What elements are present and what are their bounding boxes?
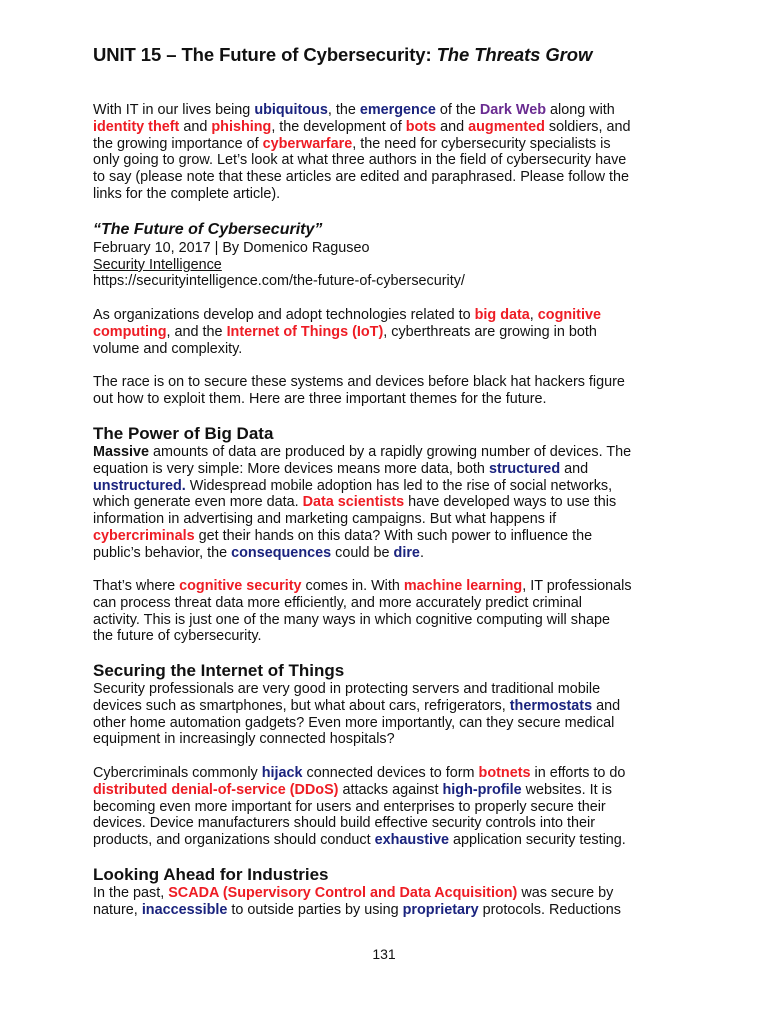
text-segment: and	[560, 460, 589, 477]
highlighted-term: Internet of Things (IoT)	[226, 323, 384, 340]
text-segment: public’s behavior, the	[93, 544, 232, 561]
highlighted-term: botnets	[478, 765, 531, 781]
text-segment: in efforts to do	[530, 765, 626, 781]
highlighted-term: inaccessible	[141, 901, 228, 918]
highlighted-term: SCADA (Supervisory Control and Data Acquisition)	[168, 885, 518, 901]
text-line	[93, 444, 683, 461]
text-segment: products, and organizations should conduct	[93, 832, 375, 848]
article-source-link[interactable]: Security Intelligence	[93, 257, 222, 273]
text-line	[93, 545, 683, 562]
text-line	[93, 102, 683, 119]
highlighted-term: emergence	[359, 102, 436, 118]
text-segment: , and the	[166, 323, 227, 340]
highlighted-term: exhaustive	[374, 832, 450, 848]
text-line	[93, 902, 683, 919]
text-segment: to say (please note that these articles are edited and paraphrased. Please follow the	[93, 169, 629, 185]
text-segment: soldiers, and	[544, 118, 631, 135]
text-segment: have developed ways to use this	[404, 494, 617, 511]
paragraph-iot-devices	[93, 681, 683, 748]
highlighted-term: cybercriminals	[93, 527, 195, 544]
highlighted-term: Dark Web	[479, 102, 546, 118]
text-segment: volume and complexity.	[93, 340, 243, 357]
text-segment: activity. This is just one of the many ways in which cognitive computing will shape	[93, 611, 610, 628]
highlighted-term: dire	[393, 544, 420, 561]
highlighted-term: hijack	[261, 765, 303, 781]
text-segment: becoming even more important for users and enterprises to properly secure their	[93, 798, 606, 815]
text-segment: comes in. With	[301, 578, 404, 594]
text-line	[93, 885, 683, 902]
title-italic: The Threats Grow	[436, 44, 593, 65]
text-segment: only going to grow. Let’s look at what three authors in the field of cybersecurity have	[93, 152, 627, 169]
text-line	[93, 494, 683, 511]
highlighted-term: Massive	[93, 444, 150, 460]
text-segment: of the	[435, 102, 480, 118]
text-line	[93, 832, 683, 849]
text-line	[93, 782, 683, 799]
highlighted-term: cyberwarfare	[262, 135, 353, 152]
heading-iot: Securing the Internet of Things	[93, 661, 345, 680]
text-segment: .	[419, 544, 424, 561]
text-segment: That’s where	[93, 578, 180, 594]
text-segment: The race is on to secure these systems and devices before black hat hackers figure	[93, 374, 625, 390]
text-segment: other home automation gadgets? Even more importantly, can they secure medical	[93, 714, 615, 731]
highlighted-term: identity theft	[93, 118, 180, 135]
text-segment: equipment in increasingly connected hospitals?	[93, 731, 395, 748]
text-segment: and	[592, 697, 621, 714]
text-segment: Security professionals are very good in protecting servers and traditional mobile	[93, 681, 601, 697]
text-line	[93, 528, 683, 545]
text-segment: Cybercriminals commonly	[93, 765, 262, 781]
text-line	[93, 595, 683, 612]
article-byline: February 10, 2017 | By Domenico Raguseo	[93, 240, 370, 256]
text-segment: out how to exploit them. Here are three important themes for the future.	[93, 390, 547, 407]
text-line	[93, 578, 683, 595]
paragraph-botnets	[93, 765, 683, 849]
intro-paragraph	[93, 102, 683, 203]
text-segment: , cyberthreats are growing in both	[383, 323, 597, 340]
text-segment: With IT in our lives being	[93, 102, 255, 118]
highlighted-term: cognitive	[537, 307, 601, 323]
highlighted-term: computing	[93, 323, 167, 340]
text-segment: and	[436, 118, 469, 135]
text-line	[93, 186, 683, 203]
highlighted-term: structured	[488, 460, 561, 477]
highlighted-term: distributed denial-of-service (DDoS)	[93, 781, 339, 798]
text-segment: websites. It is	[521, 781, 612, 798]
text-line	[93, 169, 683, 186]
highlighted-term: unstructured.	[93, 477, 186, 494]
text-line	[93, 478, 683, 495]
text-line	[93, 765, 683, 782]
text-segment: nature,	[93, 901, 142, 918]
article-title: “The Future of Cybersecurity”	[93, 221, 323, 238]
text-line	[93, 698, 683, 715]
heading-big-data: The Power of Big Data	[93, 424, 274, 443]
highlighted-term: consequences	[231, 544, 332, 561]
text-segment: , IT professionals	[522, 578, 632, 594]
text-line	[93, 374, 683, 391]
text-line	[93, 341, 683, 358]
text-segment: which generate even more data.	[93, 494, 303, 511]
text-segment: ,	[529, 307, 538, 323]
text-segment: could be	[331, 544, 394, 561]
heading-industries: Looking Ahead for Industries	[93, 865, 329, 884]
highlighted-term: proprietary	[402, 901, 479, 918]
text-line	[93, 681, 683, 698]
text-line	[93, 324, 683, 341]
text-line	[93, 628, 683, 645]
text-segment: amounts of data are produced by a rapidly growing number of devices. The	[149, 444, 632, 460]
article-url-link[interactable]: https://securityintelligence.com/the-future-of-cybersecurity/	[93, 273, 465, 289]
text-segment: Widespread mobile adoption has led to the rise of social networks,	[185, 477, 613, 494]
text-line	[93, 391, 683, 408]
highlighted-term: machine learning	[403, 578, 523, 594]
text-segment: the future of cybersecurity.	[93, 628, 262, 645]
text-line	[93, 715, 683, 732]
paragraph-big-data	[93, 444, 683, 561]
paragraph-race	[93, 374, 683, 408]
text-segment: , the need for cybersecurity specialists is	[352, 135, 611, 152]
text-segment: the growing importance of	[93, 135, 263, 152]
text-segment: application security testing.	[449, 832, 626, 848]
highlighted-term: cognitive security	[179, 578, 302, 594]
text-line	[93, 461, 683, 478]
text-segment: equation is very simple: More devices means more data, both	[93, 460, 489, 477]
text-segment: , the	[327, 102, 360, 118]
text-segment: devices. Device manufacturers should build effective security controls into their	[93, 815, 596, 832]
text-segment: links for the complete article).	[93, 185, 281, 202]
title-main: UNIT 15 – The Future of Cybersecurity:	[93, 44, 437, 65]
text-line	[93, 731, 683, 748]
highlighted-term: Data scientists	[302, 494, 405, 511]
text-segment: along with	[546, 102, 615, 118]
text-segment: get their hands on this data? With such power to influence the	[194, 527, 593, 544]
text-segment: As organizations develop and adopt technologies related to	[93, 307, 475, 323]
page-number: 131	[372, 946, 396, 962]
highlighted-term: bots	[405, 118, 437, 135]
text-segment: and	[179, 118, 212, 135]
page-title	[93, 44, 592, 66]
text-line	[93, 119, 683, 136]
highlighted-term: phishing	[211, 118, 272, 135]
text-segment: information in advertising and marketing campaigns. But what happens if	[93, 511, 557, 527]
highlighted-term: big data	[474, 307, 530, 323]
paragraph-cognitive-security	[93, 578, 683, 645]
text-segment: devices such as smartphones, but what about cars, refrigerators,	[93, 697, 510, 714]
highlighted-term: high-profile	[442, 781, 522, 798]
paragraph-scada	[93, 885, 683, 919]
text-line	[93, 815, 683, 832]
text-line	[93, 511, 683, 528]
highlighted-term: augmented	[468, 118, 545, 135]
text-segment: to outside parties by using	[227, 901, 403, 918]
text-line	[93, 152, 683, 169]
paragraph-intro-iot	[93, 307, 683, 357]
highlighted-term: ubiquitous	[254, 102, 328, 118]
text-segment: , the development of	[271, 118, 406, 135]
text-segment: can process threat data more efficiently, and more accurately predict criminal	[93, 594, 582, 611]
text-segment: connected devices to form	[302, 765, 479, 781]
highlighted-term: thermostats	[509, 697, 593, 714]
text-segment: was secure by	[517, 885, 614, 901]
text-line	[93, 136, 683, 153]
text-line	[93, 307, 683, 324]
text-line	[93, 612, 683, 629]
text-segment: protocols. Reductions	[478, 901, 621, 918]
text-line	[93, 799, 683, 816]
text-segment: attacks against	[338, 781, 443, 798]
text-segment: In the past,	[93, 885, 169, 901]
